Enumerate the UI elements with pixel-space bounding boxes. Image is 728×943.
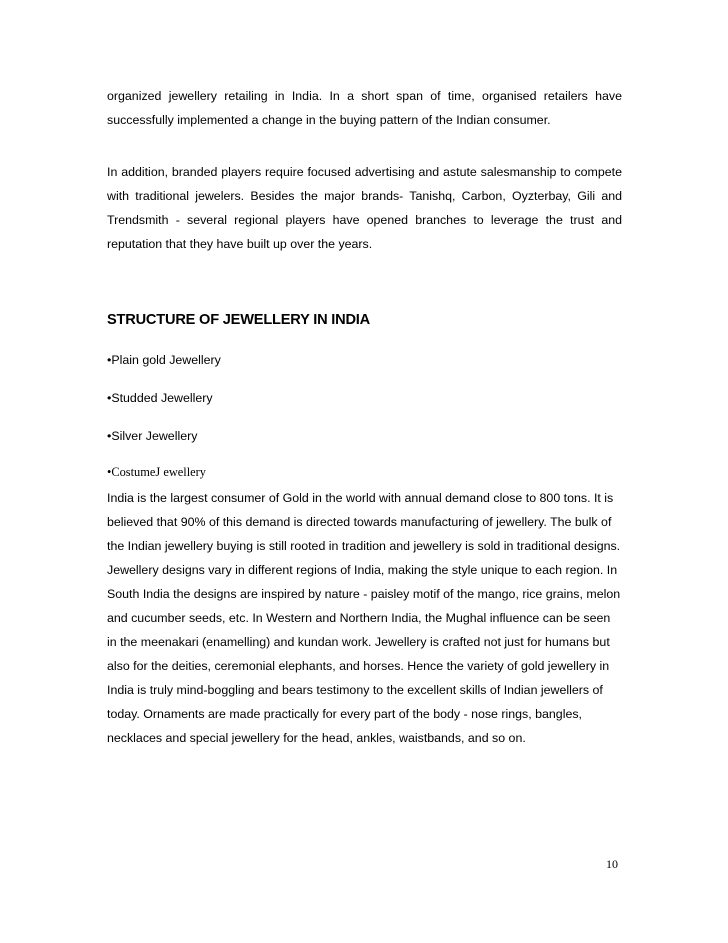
- bullet-silver: •Silver Jewellery: [107, 429, 198, 443]
- bullet-costume: •CostumeJ ewellery: [107, 465, 206, 479]
- bullet-studded: •Studded Jewellery: [107, 391, 213, 405]
- page-number: 10: [606, 857, 618, 871]
- section-heading: STRUCTURE OF JEWELLERY IN INDIA: [107, 312, 370, 328]
- bullet-plain-gold: •Plain gold Jewellery: [107, 353, 221, 367]
- branded-players-paragraph: In addition, branded players require focused advertising and astute salesmanship to compete with traditional jewelers. Besides the major brands- Tanishq, Carbon, Oyzterbay, Gili and Trendsmith - several regional players have opened branches to leverage the trust and reputation that they have built up over the years.: [107, 165, 622, 251]
- intro-paragraph: organized jewellery retailing in India. In a short span of time, organised retailers have successfully implemented a change in the buying pattern of the Indian consumer.: [107, 89, 622, 127]
- gold-demand-paragraph: India is the largest consumer of Gold in the world with annual demand close to 800 tons. It is believed that 90% of this demand is directed towards manufacturing of jewellery. The bulk of the Indian jewellery buying is still rooted in tradition and jewellery is sold in traditional designs. Jewellery designs vary in different regions of India, making the style unique to each region. In South India the designs are inspired by nature - paisley motif of the mango, rice grains, melon and cucumber seeds, etc. In Western and Northern India, the Mughal influence can be seen in the meenakari (enamelling) and kundan work. Jewellery is crafted not just for humans but also for the deities, ceremonial elephants, and horses. Hence the variety of gold jewellery in India is truly mind-boggling and bears testimony to the excellent skills of Indian jewellers of today. Ornaments are made practically for every part of the body - nose rings, bangles, necklaces and special jewellery for the head, ankles, waistbands, and so on.: [107, 491, 621, 745]
